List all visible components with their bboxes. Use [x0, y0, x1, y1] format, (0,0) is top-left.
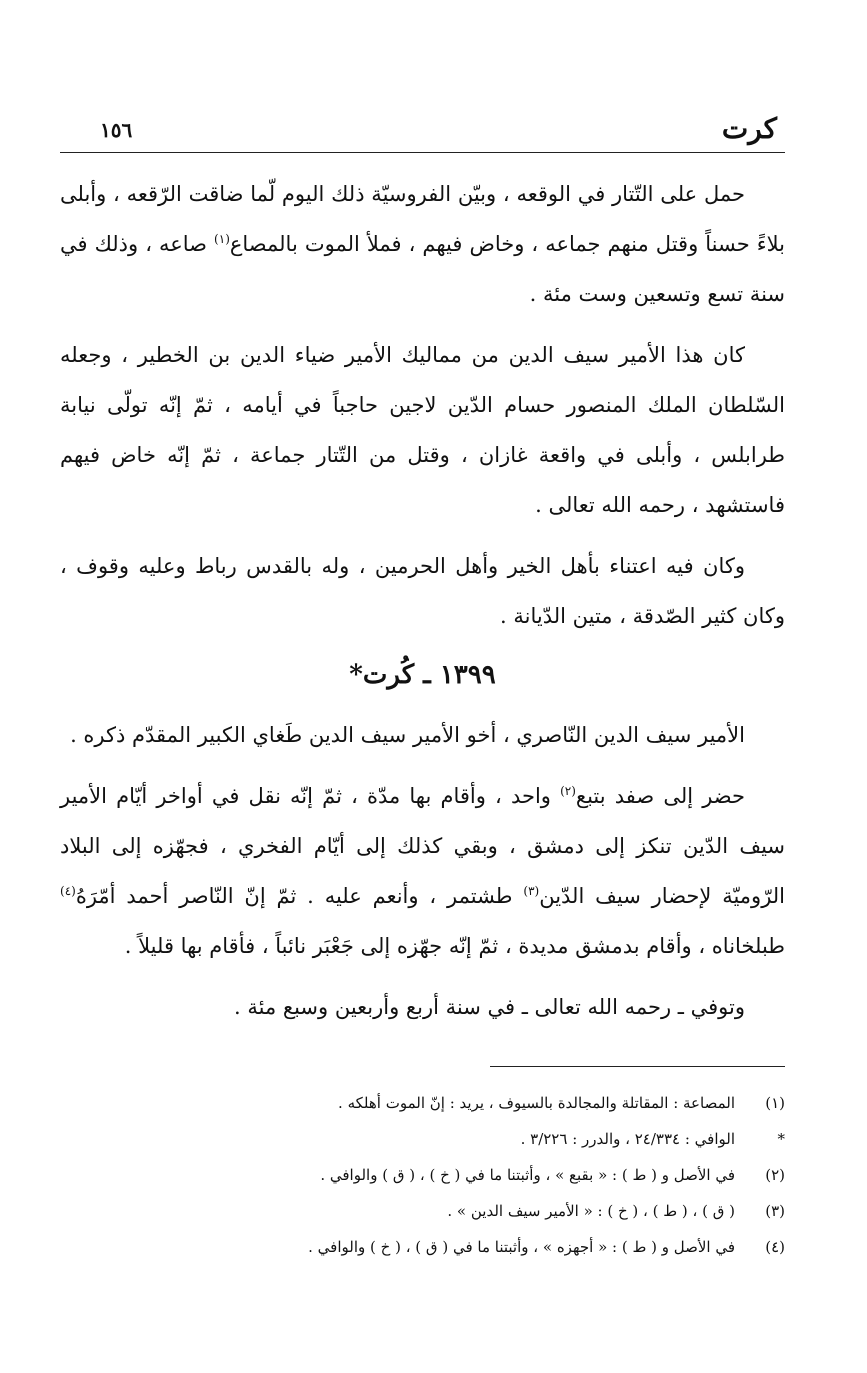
footnote-marker: (١): [765, 1094, 785, 1112]
footnote: [60, 1229, 785, 1265]
footnotes: [60, 1085, 785, 1265]
paragraph: الأمير سيف الدين النّاصري ، أخو الأمير سيف الدين طَغاي الكبير المقدّم ذكره .: [70, 723, 745, 747]
page-header: [60, 110, 785, 153]
paragraph-text: طشتمر ، وأنعم عليه . ثمّ إنّ النّاصر أحمد أمّرَهُ: [75, 884, 524, 908]
paragraph: وتوفي ـ رحمه الله تعالى ـ في سنة أربع وأربعين وسبع مئة .: [234, 995, 745, 1019]
paragraph-text: حمل على التّتار في الوقعه ، وبيّن الفروسيّة ذلك اليوم لّما ضاقت الرّقعه ، وأبلى بلاءً حسناً وقتل منهم جماعه ، وخاض فيهم ، فملأ الموت بالمصاع: [60, 182, 785, 256]
footnote-marker: (٢): [765, 1166, 785, 1184]
footnote-marker: (٤): [765, 1238, 785, 1256]
footnote: [60, 1193, 785, 1229]
footnote-reference: (٣): [523, 884, 540, 898]
paragraph-text: واحد ، وأقام بها مدّة ، ثمّ إنّه نقل في أواخر أيّام الأمير سيف الدّين تنكز إلى دمشق ، وبقي كذلك إلى أيّام الفخري ، فجهّزه إلى البلاد الرّوميّة لإحضار سيف الدّين: [60, 784, 786, 908]
paragraph: كان هذا الأمير سيف الدين من مماليك الأمير ضياء الدين بن الخطير ، وجعله السّلطان الملك المنصور حسام الدّين لاجين حاجباً في أيامه ، ثمّ إنّه تولّى نيابة طرابلس ، وأبلى في واقعة غازان ، وقتل من التّتار جماعة ، ثمّ إنّه خاض فيهم فاستشهد ، رحمه الله تعالى .: [60, 343, 785, 517]
paragraph: [60, 771, 785, 971]
footnote-reference: (١): [214, 232, 230, 246]
paragraph-text: صاعه ، وذلك في سنة تسع وتسعين وست مئة .: [60, 232, 785, 306]
paragraph: [60, 169, 785, 319]
footnote: [60, 1121, 785, 1157]
book-page: [60, 110, 785, 1265]
page-number: ١٥٦: [100, 118, 133, 142]
footnote-reference: (٢): [560, 784, 576, 798]
running-title: كرت: [721, 112, 777, 145]
footnote-marker: (٣): [765, 1202, 785, 1220]
footnote-marker: *: [777, 1130, 785, 1148]
paragraph: وكان فيه اعتناء بأهل الخير وأهل الحرمين ، وله بالقدس رباط وعليه وقوف ، وكان كثير الصّدقة ، متين الدّيانة .: [60, 554, 785, 628]
page-body: [60, 153, 785, 1265]
paragraph-text: حضر إلى صفد بتبع: [575, 784, 745, 808]
footnote-text: في الأصل و ( ط ) : « بقبع » ، وأثبتنا ما في ( خ ) ، ( ق ) والوافي .: [320, 1166, 735, 1184]
footnote-reference: (٤): [60, 884, 76, 898]
paragraph-text: طبلخاناه ، وأقام بدمشق مديدة ، ثمّ إنّه جهّزه إلى جَعْبَر نائباً ، فأقام بها قليلاً .: [124, 934, 785, 958]
footnote-text: ( ق ) ، ( ط ) ، ( خ ) : « الأمير سيف الدين » .: [447, 1202, 735, 1220]
footnote: [60, 1085, 785, 1121]
footnote: [60, 1157, 785, 1193]
footnote-text: المصاعة : المقاتلة والمجالدة بالسيوف ، يريد : إنّ الموت أهلكه .: [338, 1094, 735, 1112]
entry-heading: ١٣٩٩ ـ كُرت*: [349, 660, 496, 690]
footnote-divider: [490, 1066, 785, 1067]
footnote-text: الوافي : ٢٤/٣٣٤ ، والدرر : ٣/٢٢٦ .: [520, 1130, 735, 1148]
footnote-text: في الأصل و ( ط ) : « أجهزه » ، وأثبتنا ما في ( ق ) ، ( خ ) والوافي .: [308, 1238, 735, 1256]
